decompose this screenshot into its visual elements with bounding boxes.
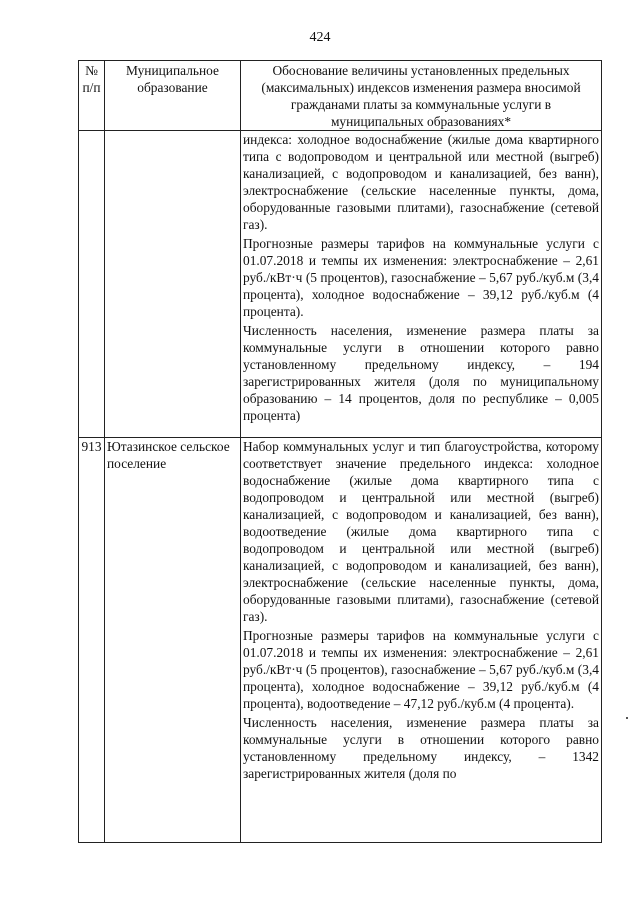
justification-paragraph: Набор коммунальных услуг и тип благоустройства, которому соответствует значение предельного индекса: холодное водоснабжение (жилые дома квартирного типа с водопроводом и центральной или местной (выгреб) канализацией, с водопроводом и канализацией, без ванн), водоотведение (жилые дома квартирного типа с водопроводом и центральной или местной (выгреб) канализацией, с водопроводом и канализацией, без ванн), электроснабжение (сельские населенные пункты, дома, оборудованные газовыми плитами), газоснабжение (сетевой газ). — [243, 439, 599, 624]
table-row — [79, 131, 602, 438]
row-justification — [241, 438, 602, 843]
justification-paragraph: Прогнозные размеры тарифов на коммунальные услуги с 01.07.2018 и темпы их изменения: электроснабжение – 2,61 руб./кВт·ч (5 процентов), газоснабжение – 5,67 руб./куб.м (3,4 процента), холодное водоснабжение – 39,12 руб./куб.м (4 процента), водоотведение – 47,12 руб./куб.м (4 процента). — [243, 628, 599, 711]
table-row — [79, 438, 602, 843]
row-num: 913 — [79, 438, 105, 843]
row-num — [79, 131, 105, 438]
header-municipality: Муниципальное образование — [105, 61, 241, 131]
justification-paragraph: Численность населения, изменение размера платы за коммунальные услуги в отношении которого равно установленному предельному индексу, – 194 зарегистрированных жителя (доля по муниципальному образованию – 14 процентов, доля по республике – 0,005 процента) — [243, 323, 599, 423]
justification-paragraph: Прогнозные размеры тарифов на коммунальные услуги с 01.07.2018 и темпы их изменения: электроснабжение – 2,61 руб./кВт·ч (5 процентов), газоснабжение – 5,67 руб./куб.м (3,4 процента), холодное водоснабжение – 39,12 руб./куб.м (4 процента). — [243, 236, 599, 319]
header-justification: Обоснование величины установленных предельных (максимальных) индексов изменения размера вносимой гражданами платы за коммунальные услуги в муниципальных образованиях* — [241, 61, 602, 131]
justification-paragraph: индекса: холодное водоснабжение (жилые дома квартирного типа с водопроводом и центральной или местной (выгреб) канализацией, с водопроводом и канализацией, без ванн), электроснабжение (сельские населенные пункты, дома, оборудованные газовыми плитами), газоснабжение (сетевой газ). — [243, 132, 599, 232]
justification-paragraph: Численность населения, изменение размера платы за коммунальные услуги в отношении которого равно установленному предельному индексу, – 1342 зарегистрированных жителя (доля по — [243, 715, 599, 781]
table-header-row — [79, 61, 602, 131]
row-municipality: Ютазинское сельское поселение — [105, 438, 241, 843]
scan-speck — [626, 717, 628, 719]
row-municipality — [105, 131, 241, 438]
row-justification — [241, 131, 602, 438]
header-num: № п/п — [79, 61, 105, 131]
tariff-index-table — [78, 60, 602, 843]
page-number: 424 — [309, 30, 331, 45]
